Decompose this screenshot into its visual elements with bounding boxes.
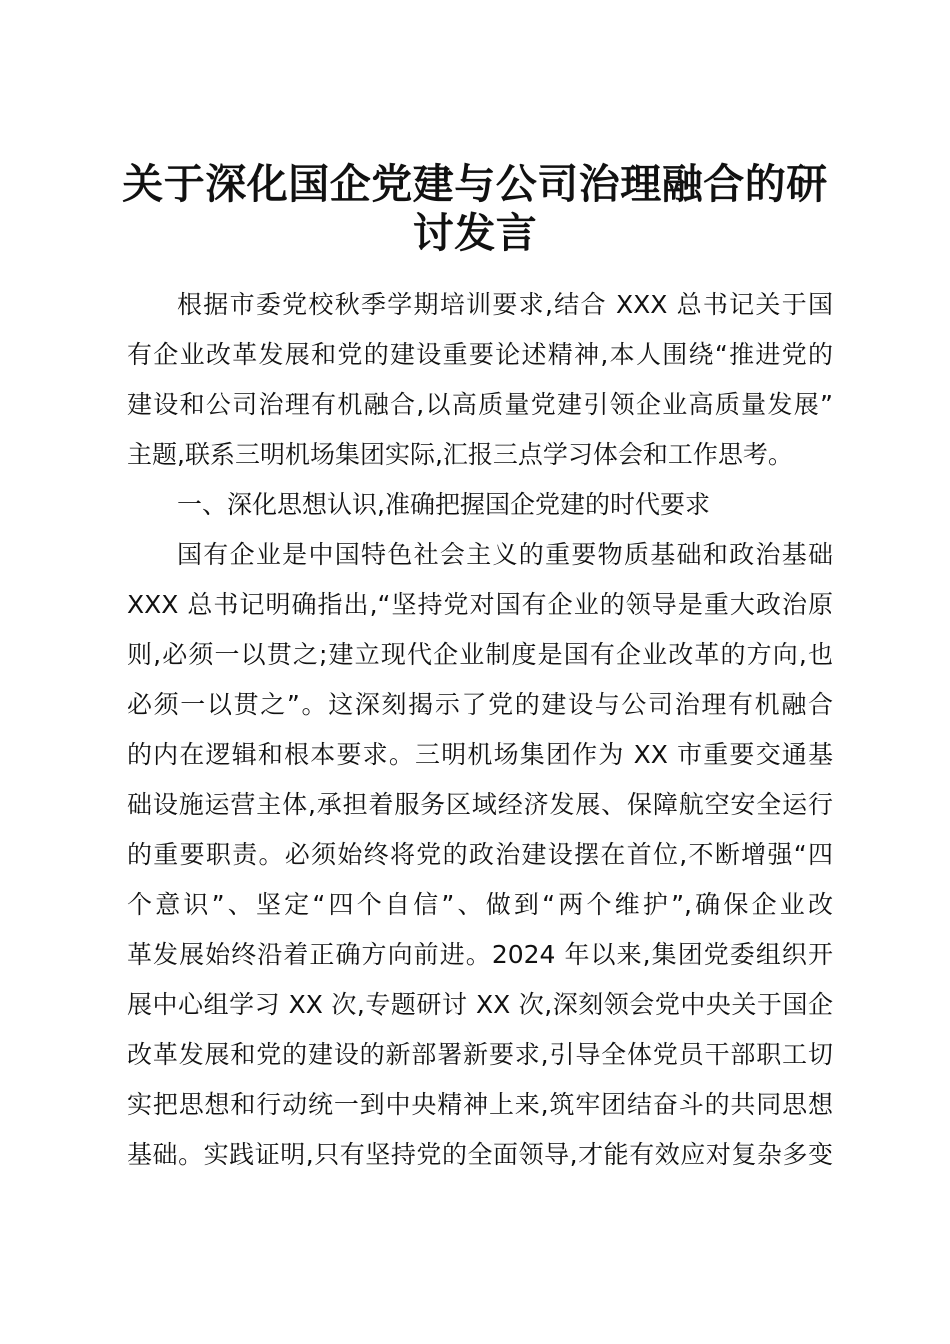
title-line-1: 关于深化国企党建与公司治理融合的研	[122, 160, 828, 208]
text-line: 基础。实践证明,只有坚持党的全面领导,才能有效应对复杂多变	[127, 1140, 833, 1169]
document-title	[118, 160, 832, 258]
text-line: XXX 总书记明确指出,“坚持党对国有企业的领导是重大政治原	[127, 590, 833, 619]
section-heading: 一、深化思想认识,准确把握国企党建的时代要求	[177, 490, 710, 519]
text-line: 个意识”、坚定“四个自信”、做到“两个维护”,确保企业改	[127, 890, 833, 919]
text-line: 国有企业是中国特色社会主义的重要物质基础和政治基础	[177, 540, 833, 569]
text-line: 有企业改革发展和党的建设重要论述精神,本人围绕“推进党的	[127, 340, 833, 369]
text-line: 础设施运营主体,承担着服务区域经济发展、保障航空安全运行	[127, 790, 833, 819]
text-line: 改革发展和党的建设的新部署新要求,引导全体党员干部职工切	[127, 1040, 833, 1069]
text-line: 的重要职责。必须始终将党的政治建设摆在首位,不断增强“四	[127, 840, 833, 869]
text-line: 的内在逻辑和根本要求。三明机场集团作为 XX 市重要交通基	[127, 740, 833, 769]
text-line: 实把思想和行动统一到中央精神上来,筑牢团结奋斗的共同思想	[127, 1090, 833, 1119]
title-line-2: 讨发言	[412, 209, 538, 257]
text-line: 必须一以贯之”。这深刻揭示了党的建设与公司治理有机融合	[127, 690, 833, 719]
text-line: 展中心组学习 XX 次,专题研讨 XX 次,深刻领会党中央关于国企	[127, 990, 833, 1019]
text-line: 建设和公司治理有机融合,以高质量党建引领企业高质量发展”	[127, 390, 833, 419]
text-line: 则,必须一以贯之;建立现代企业制度是国有企业改革的方向,也	[127, 640, 833, 669]
text-line: 主题,联系三明机场集团实际,汇报三点学习体会和工作思考。	[127, 440, 793, 469]
text-line: 根据市委党校秋季学期培训要求,结合 XXX 总书记关于国	[177, 290, 833, 319]
text-line: 革发展始终沿着正确方向前进。2024 年以来,集团党委组织开	[127, 940, 833, 969]
